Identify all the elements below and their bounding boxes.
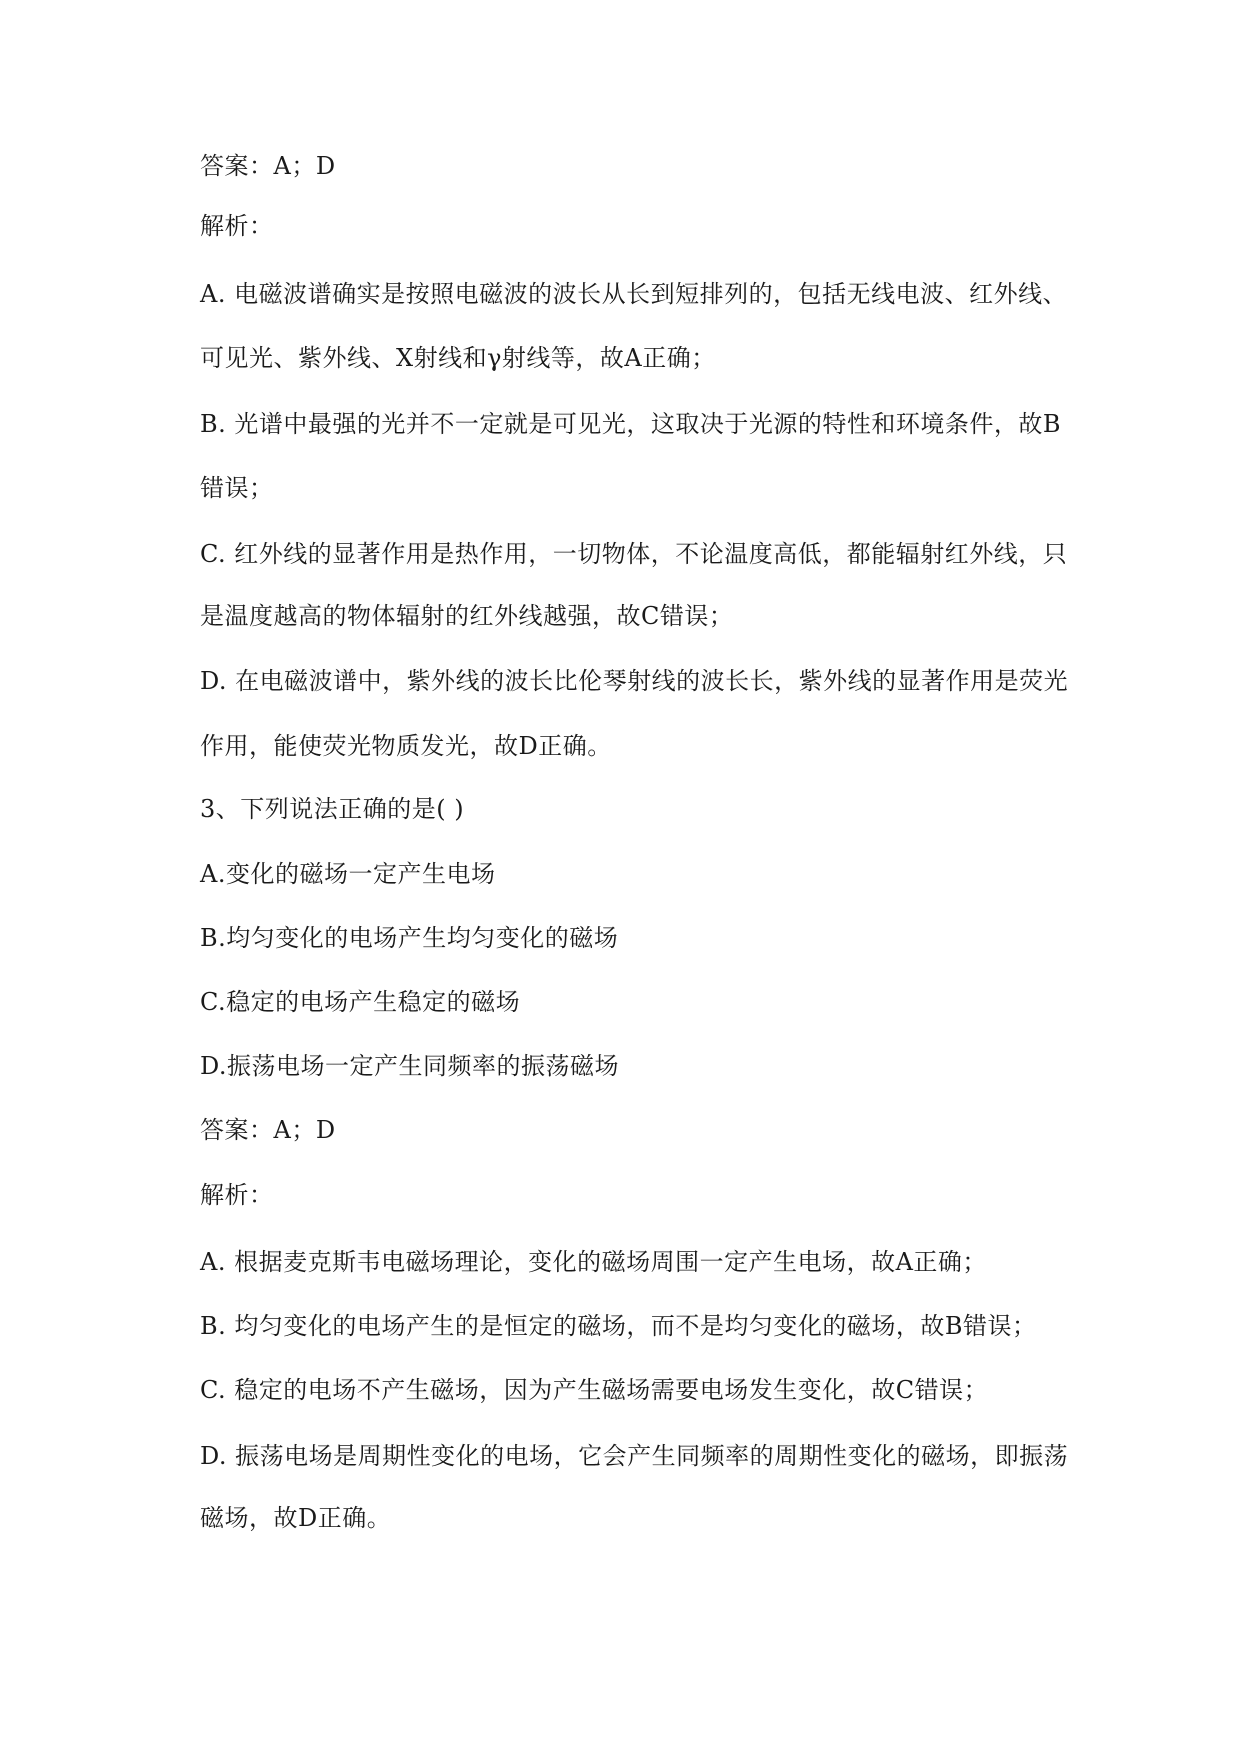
option-a: A.变化的磁场一定产生电场 [200,860,496,888]
analysis-c-line-1: C. 红外线的显著作用是热作用，一切物体，不论温度高低，都能辐射红外线，只 [200,540,1068,568]
analysis2-a: A. 根据麦克斯韦电磁场理论，变化的磁场周围一定产生电场，故A正确； [200,1248,987,1276]
analysis2-d-line-1: D. 振荡电场是周期性变化的电场，它会产生同频率的周期性变化的磁场，即振荡 [200,1442,1069,1470]
option-b: B.均匀变化的电场产生均匀变化的磁场 [200,924,619,952]
analysis-d-line-1: D. 在电磁波谱中，紫外线的波长比伦琴射线的波长长，紫外线的显著作用是荧光 [200,667,1069,695]
analysis-d-line-2: 作用，能使荧光物质发光，故D正确。 [200,732,612,760]
answer-line-2: 答案：A；D [200,1116,336,1144]
question-3: 3、下列说法正确的是( ) [200,795,465,823]
analysis-a-line-2: 可见光、紫外线、X射线和γ射线等，故A正确； [200,344,716,372]
analysis2-b: B. 均匀变化的电场产生的是恒定的磁场，而不是均匀变化的磁场，故B错误； [200,1312,1037,1340]
option-d: D.振荡电场一定产生同频率的振荡磁场 [200,1052,620,1080]
answer-line-1: 答案：A；D [200,152,336,180]
analysis-heading-1: 解析： [200,212,274,240]
analysis-b-line-2: 错误； [200,474,274,502]
analysis2-d-line-2: 磁场，故D正确。 [200,1504,392,1532]
analysis2-c: C. 稳定的电场不产生磁场，因为产生磁场需要电场发生变化，故C错误； [200,1376,989,1404]
analysis-b-line-1: B. 光谱中最强的光并不一定就是可见光，这取决于光源的特性和环境条件，故B [200,410,1062,438]
option-c: C.稳定的电场产生稳定的磁场 [200,988,521,1016]
analysis-heading-2: 解析： [200,1181,274,1209]
analysis-a-line-1: A. 电磁波谱确实是按照电磁波的波长从长到短排列的，包括无线电波、红外线、 [200,280,1068,308]
analysis-c-line-2: 是温度越高的物体辐射的红外线越强，故C错误； [200,602,734,630]
